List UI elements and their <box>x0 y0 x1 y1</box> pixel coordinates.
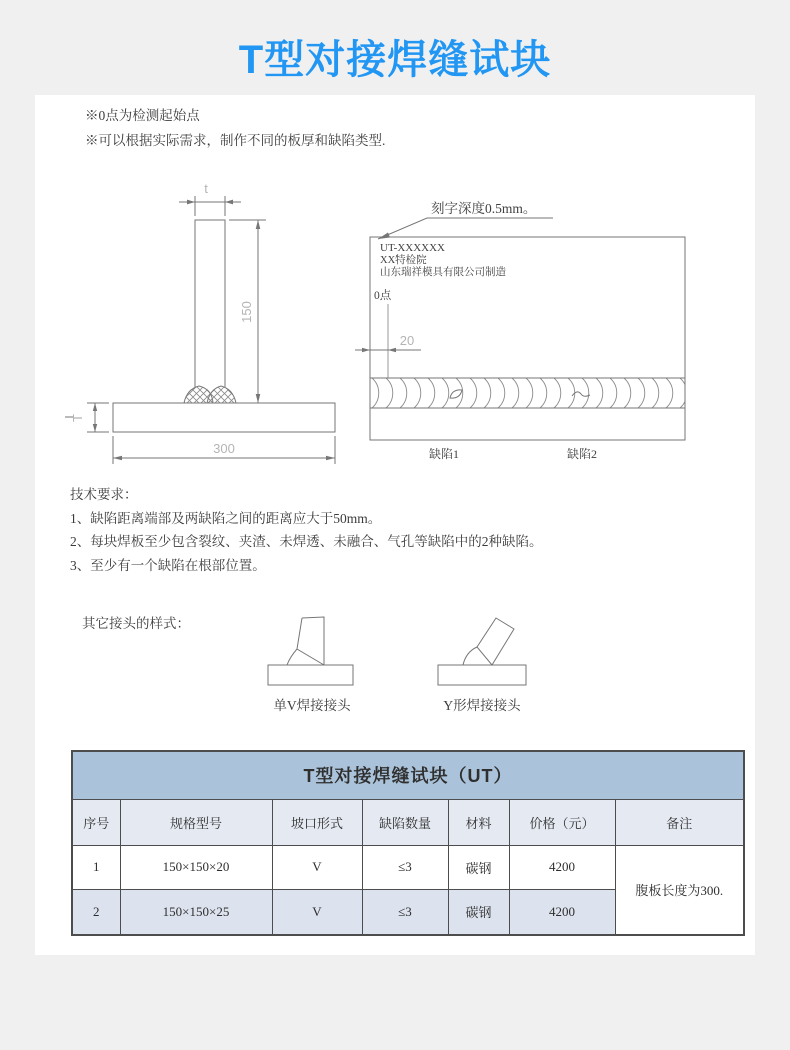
cell-groove: V <box>272 845 362 889</box>
joint1-weld-fillet <box>287 649 297 665</box>
tech-item-3: 3、至少有一个缺陷在根部位置。 <box>70 557 266 573</box>
callout-label: 刻字深度0.5mm。 <box>431 201 537 216</box>
table-header-row <box>72 799 744 845</box>
cell-spec: 150×150×25 <box>120 889 272 935</box>
col-header-defects: 缺陷数量 <box>362 799 448 845</box>
zero-point-label: 0点 <box>374 290 392 302</box>
col-header-material: 材料 <box>448 799 509 845</box>
defect-1-label: 缺陷1 <box>428 447 460 461</box>
price-table <box>71 750 745 936</box>
cell-material: 碳钢 <box>448 889 509 935</box>
joint2-weld-fillet <box>463 647 477 665</box>
col-header-price: 价格（元） <box>509 799 615 845</box>
joint2-label: Y形焊接接头 <box>443 698 521 713</box>
content-card <box>35 95 755 955</box>
table-row <box>72 845 744 889</box>
joint2-web-plate <box>477 618 514 665</box>
other-joints-heading: 其它接头的样式： <box>82 616 190 631</box>
cell-material: 碳钢 <box>448 845 509 889</box>
col-header-remark: 备注 <box>615 799 744 845</box>
cell-defects: ≤3 <box>362 889 448 935</box>
cell-no: 1 <box>72 845 120 889</box>
joint2-base-plate <box>438 665 526 685</box>
col-header-spec: 规格型号 <box>120 799 272 845</box>
web-plate <box>195 220 225 387</box>
weld-seam-band <box>370 378 685 408</box>
flange-plate <box>113 403 335 432</box>
dim-label-300: 300 <box>213 441 235 456</box>
weld-bead-right <box>207 386 236 403</box>
cell-no: 2 <box>72 889 120 935</box>
defect-2-label: 缺陷2 <box>566 447 598 461</box>
front-view-drawing <box>60 173 350 473</box>
engraving-line-2: XX特检院 <box>380 255 427 266</box>
note-line-2: ※可以根据实际需求，制作不同的板厚和缺陷类型. <box>85 133 386 148</box>
joint1-label: 单V焊接接头 <box>273 698 351 713</box>
cell-remark: 腹板长度为300. <box>615 845 744 935</box>
dim-label-150: 150 <box>239 301 254 323</box>
dim-label-20: 20 <box>399 333 415 348</box>
tech-item-2: 2、每块焊板至少包含裂纹、夹渣、未焊透、未融合、气孔等缺陷中的2种缺陷。 <box>70 534 543 549</box>
cell-price: 4200 <box>509 889 615 935</box>
top-view-drawing <box>355 198 705 463</box>
cell-defects: ≤3 <box>362 845 448 889</box>
technical-requirements <box>70 483 543 577</box>
page-title: T型对接焊缝试块 <box>238 38 552 82</box>
joint1-base-plate <box>268 665 353 685</box>
col-header-groove: 坡口形式 <box>272 799 362 845</box>
dim-label-t: t <box>204 181 208 196</box>
cell-groove: V <box>272 889 362 935</box>
cell-spec: 150×150×20 <box>120 845 272 889</box>
engraving-line-1: UT-XXXXXX <box>380 242 445 254</box>
engraving-line-3: 山东瑞祥模具有限公司制造 <box>380 267 506 278</box>
col-header-no: 序号 <box>72 799 120 845</box>
other-joints-drawing <box>260 614 540 689</box>
drawing-notes <box>85 103 385 153</box>
dim-label-T: T <box>70 414 85 422</box>
table-title: T型对接焊缝试块（UT） <box>72 751 744 799</box>
note-line-1: ※0点为检测起始点 <box>85 108 200 123</box>
tech-heading: 技术要求： <box>70 487 138 502</box>
joint1-web-plate <box>297 617 324 665</box>
cell-price: 4200 <box>509 845 615 889</box>
tech-item-1: 1、缺陷距离端部及两缺陷之间的距离应大于50mm。 <box>70 510 382 526</box>
